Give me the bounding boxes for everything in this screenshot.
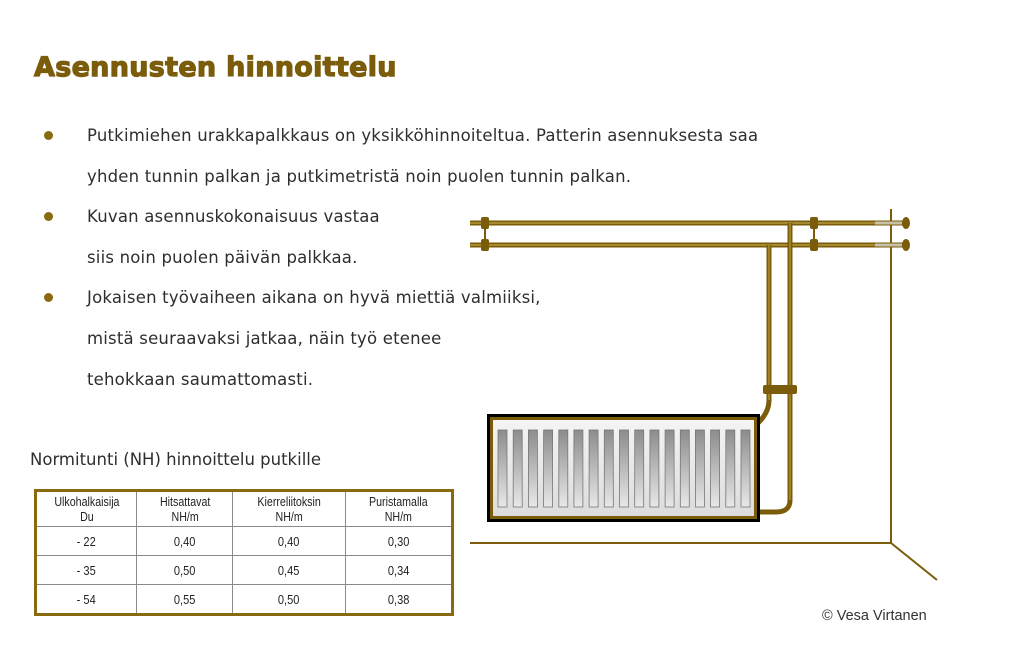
page-title: Asennusten hinnoittelu	[34, 52, 397, 83]
table-header-row	[36, 491, 453, 527]
bullet-3-line-3: tehokkaan saumattomasti.	[87, 370, 314, 389]
radiator-fin	[695, 430, 704, 507]
radiator-fin	[513, 430, 522, 507]
riser-clamp	[763, 385, 797, 394]
table-cell: 0,40	[173, 533, 196, 549]
table-cell: 0,50	[173, 562, 196, 578]
radiator	[487, 414, 760, 522]
bullet-2-line-2: siis noin puolen päivän palkkaa.	[87, 248, 358, 267]
radiator-fin	[544, 430, 553, 507]
radiator-fin	[680, 430, 689, 507]
column-header-threaded: Kierreliitoksin NH/m	[243, 491, 335, 527]
pipe-end-cap	[902, 217, 910, 229]
table-cell: - 22	[76, 533, 97, 549]
radiator-fin	[498, 430, 507, 507]
radiator-fin	[528, 430, 537, 507]
radiator-fin	[741, 430, 750, 507]
table-row	[36, 527, 453, 556]
table-cell: 0,38	[387, 591, 410, 607]
table-cell: 0,34	[387, 562, 410, 578]
radiator-fin	[620, 430, 629, 507]
pricing-table	[34, 489, 454, 616]
radiator-fin	[635, 430, 644, 507]
bullet-2-line-1: Kuvan asennuskokonaisuus vastaa	[87, 207, 380, 226]
radiator-fin	[665, 430, 674, 507]
radiator-fin	[559, 430, 568, 507]
column-header-welded: Hitsattavat NH/m	[145, 491, 224, 527]
bullet-1-line-1: Putkimiehen urakkapalkkaus on yksikköhinnoiteltua. Patterin asennuksesta saa	[87, 126, 759, 145]
horizontal-pipes	[470, 217, 910, 251]
copyright-notice: © Vesa Virtanen	[822, 608, 927, 624]
radiator-fin	[726, 430, 735, 507]
wall-outline	[470, 209, 937, 580]
table-cell: 0,45	[278, 562, 300, 578]
radiator-fin	[589, 430, 598, 507]
radiator-fin	[604, 430, 613, 507]
radiator-fin	[574, 430, 583, 507]
table-cell: 0,40	[278, 533, 300, 549]
table-cell: 0,50	[278, 591, 300, 607]
table-cell: - 54	[76, 591, 97, 607]
bullet-1-line-2: yhden tunnin palkan ja putkimetristä noin puolen tunnin palkan.	[87, 167, 632, 186]
table-caption: Normitunti (NH) hinnoittelu putkille	[30, 450, 322, 469]
table-cell: 0,55	[173, 591, 196, 607]
table-row	[36, 585, 453, 615]
table-cell: 0,30	[387, 533, 410, 549]
radiator-fin	[711, 430, 720, 507]
table-cell: - 35	[76, 562, 97, 578]
bullet-3-line-1: Jokaisen työvaiheen aikana on hyvä miettiä valmiiksi,	[87, 288, 541, 307]
pipe-end-cap	[902, 239, 910, 251]
table-row	[36, 556, 453, 585]
column-header-pressed: Puristamalla NH/m	[355, 491, 443, 527]
radiator-fin	[650, 430, 659, 507]
column-header-outer-diameter: Ulkohalkaisija Du	[53, 494, 119, 524]
bullet-3-line-2: mistä seuraavaksi jatkaa, näin työ etenee	[87, 329, 442, 348]
